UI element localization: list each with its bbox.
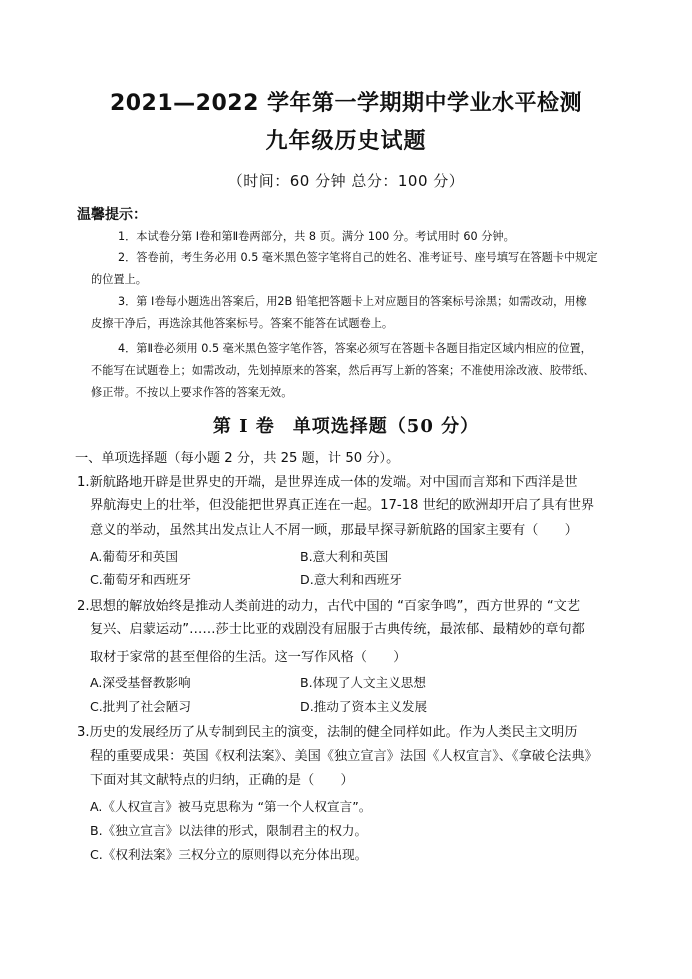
tip-line: 1．本试卷分第 Ⅰ卷和第Ⅱ卷两部分，共 8 页。满分 100 分。考试用时 60 分钟。 bbox=[118, 230, 515, 243]
question-line: 取材于家常的甚至俚俗的生活。这一写作风格（ ） bbox=[90, 650, 407, 665]
tip-line: 2．答卷前，考生务必用 0.5 毫米黑色签字笔将自己的姓名、准考证号、座号填写在答题卡中规定 bbox=[118, 251, 598, 264]
tip-line: 的位置上。 bbox=[91, 273, 147, 286]
exam-subtitle: 九年级历史试题 bbox=[265, 129, 427, 154]
option-a[interactable]: A.葡萄牙和英国 bbox=[90, 549, 178, 564]
question-line: 意义的举动，虽然其出发点让人不屑一顾，那最早探寻新航路的国家主要有（ ） bbox=[90, 523, 578, 538]
tip-line: 修正带。不按以上要求作答的答案无效。 bbox=[91, 386, 293, 399]
tip-line: 不能写在试题卷上；如需改动，先划掉原来的答案，然后再写上新的答案；不准使用涂改液、胶带纸、 bbox=[91, 364, 595, 377]
question-line: 2.思想的解放始终是推动人类前进的动力，古代中国的 “百家争鸣”，西方世界的 “文艺 bbox=[77, 599, 581, 614]
section-part: 第 I 卷 bbox=[212, 416, 275, 437]
question-line: 程的重要成果：英国《权利法案》、美国《独立宣言》法国《人权宣言》、《拿破仑法典》 bbox=[90, 749, 598, 764]
tip-line: 4．第Ⅱ卷必须用 0.5 毫米黑色签字笔作答，答案必须写在答题卡各题目指定区域内相应的位置， bbox=[118, 342, 592, 355]
option-b[interactable]: B.《独立宣言》以法律的形式，限制君主的权力。 bbox=[90, 823, 368, 838]
tips-heading: 温馨提示： bbox=[77, 207, 147, 223]
option-d[interactable]: D.意大利和西班牙 bbox=[300, 572, 402, 587]
option-a[interactable]: A.深受基督教影响 bbox=[90, 675, 191, 690]
question-line: 复兴、启蒙运动”……莎士比亚的戏剧没有屈服于古典传统，最浓郁、最精妙的章句都 bbox=[90, 622, 585, 637]
section-heading bbox=[0, 412, 692, 438]
time-info: （时间：60 分钟 总分：100 分） bbox=[227, 172, 465, 190]
option-c[interactable]: C.葡萄牙和西班牙 bbox=[90, 572, 191, 587]
exam-title: 2021—2022 学年第一学期期中学业水平检测 bbox=[109, 91, 583, 116]
section-name: 单项选择题（50 分） bbox=[292, 416, 480, 437]
instruction: 一、单项选择题（每小题 2 分，共 25 题，计 50 分）。 bbox=[75, 451, 400, 466]
tip-line: 3．第 Ⅰ卷每小题选出答案后，用2B 铅笔把答题卡上对应题目的答案标号涂黑；如需改动，用橡 bbox=[118, 295, 587, 308]
option-b[interactable]: B.体现了人文主义思想 bbox=[300, 675, 426, 690]
question-line: 界航海史上的壮举，但没能把世界真正连在一起。17-18 世纪的欧洲却开启了具有世界 bbox=[90, 498, 595, 513]
option-c[interactable]: C.《权利法案》三权分立的原则得以充分体出现。 bbox=[90, 847, 368, 862]
question-line: 1.新航路地开辟是世界史的开端，是世界连成一体的发端。对中国而言郑和下西洋是世 bbox=[77, 475, 578, 490]
tip-line: 皮擦干净后，再选涂其他答案标号。答案不能答在试题卷上。 bbox=[91, 317, 394, 330]
option-a[interactable]: A.《人权宣言》被马克思称为 “第一个人权宣言”。 bbox=[90, 799, 372, 814]
option-b[interactable]: B.意大利和英国 bbox=[300, 549, 389, 564]
option-c[interactable]: C.批判了社会陋习 bbox=[90, 699, 191, 714]
question-line: 下面对其文献特点的归纳，正确的是（ ） bbox=[90, 773, 354, 788]
question-line: 3.历史的发展经历了从专制到民主的演变，法制的健全同样如此。作为人类民主文明历 bbox=[77, 725, 578, 740]
option-d[interactable]: D.推动了资本主义发展 bbox=[300, 699, 428, 714]
